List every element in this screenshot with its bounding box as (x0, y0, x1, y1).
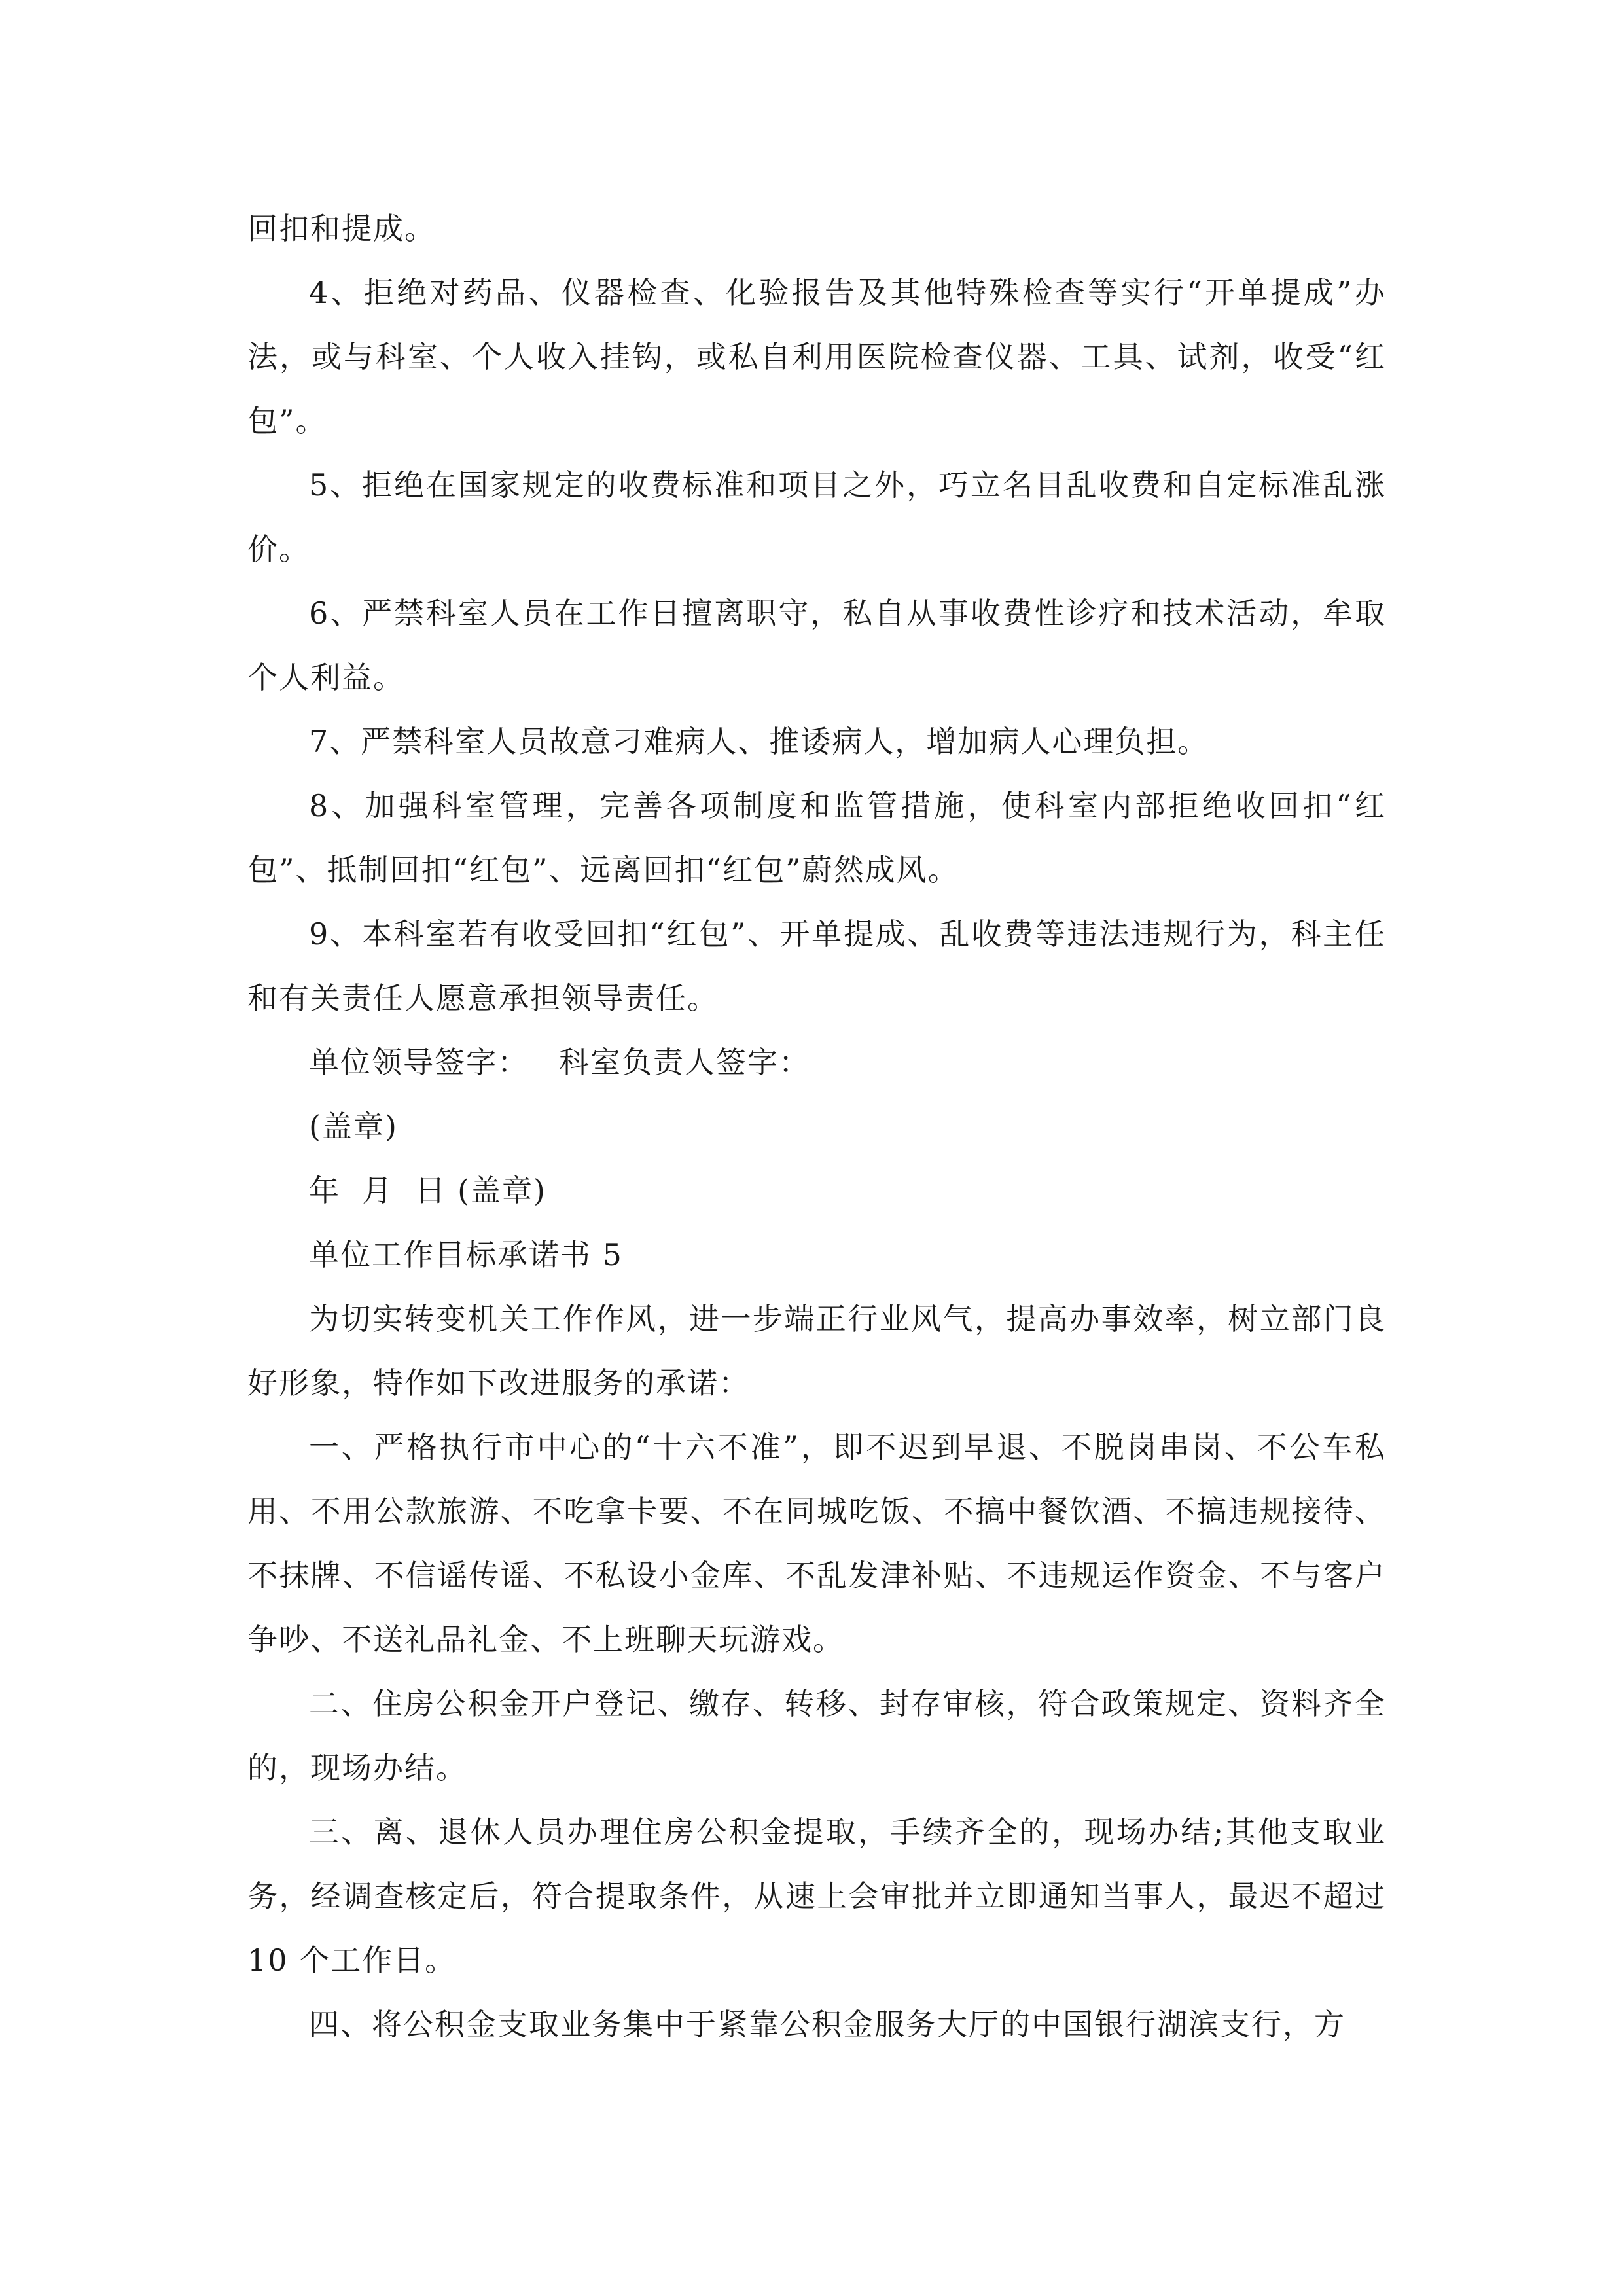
signature-line (247, 1030, 1386, 1094)
paragraph-item-5: 5、拒绝在国家规定的收费标准和项目之外，巧立名目乱收费和自定标准乱涨价。 (247, 467, 1386, 567)
commitment-item-3: 三、离、退休人员办理住房公积金提取，手续齐全的，现场办结;其他支取业务，经调查核定后，符合提取条件，从速上会审批并立即通知当事人，最迟不超过 10 个工作日。 (247, 1814, 1386, 1978)
paragraph-item-8: 8、加强科室管理，完善各项制度和监管措施，使科室内部拒绝收回扣“红包”、抵制回扣“红包”、远离回扣“红包”蔚然成风。 (247, 788, 1386, 888)
commitment-item-4: 四、将公积金支取业务集中于紧靠公积金服务大厅的中国银行湖滨支行，方 (309, 2007, 1346, 2042)
document-body (247, 196, 1386, 2056)
commitment-item-2: 二、住房公积金开户登记、缴存、转移、封存审核，符合政策规定、资料齐全的，现场办结。 (247, 1686, 1386, 1785)
commitment-item-1: 一、严格执行市中心的“十六不准”，即不迟到早退、不脱岗串岗、不公车私用、不用公款旅游、不吃拿卡要、不在同城吃饭、不搞中餐饮酒、不搞违规接待、不抹牌、不信谣传谣、不私设小金库、不乱发津补贴、不违规运作资金、不与客户争吵、不送礼品礼金、不上班聊天玩游戏。 (247, 1429, 1386, 1657)
paragraph-continuation: 回扣和提成。 (247, 211, 436, 246)
section-title: 单位工作目标承诺书 5 (309, 1237, 623, 1272)
paragraph-item-4: 4、拒绝对药品、仪器检查、化验报告及其他特殊检查等实行“开单提成”办法，或与科室、个人收入挂钩，或私自利用医院检查仪器、工具、试剂，收受“红包”。 (247, 275, 1386, 439)
leader-signature-label: 单位领导签字： (309, 1045, 529, 1080)
paragraph-item-9: 9、本科室若有收受回扣“红包”、开单提成、乱收费等违法违规行为，科主任和有关责任人愿意承担领导责任。 (247, 916, 1386, 1016)
section-intro: 为切实转变机关工作作风，进一步端正行业风气，提高办事效率，树立部门良好形象，特作如下改进服务的承诺： (247, 1301, 1386, 1401)
date-seal-line: 年 月 日 (盖章) (309, 1173, 547, 1208)
dept-signature-label: 科室负责人签字： (559, 1045, 810, 1080)
paragraph-item-6: 6、严禁科室人员在工作日擅离职守，私自从事收费性诊疗和技术活动，牟取个人利益。 (247, 596, 1386, 695)
paragraph-item-7: 7、严禁科室人员故意刁难病人、推诿病人，增加病人心理负担。 (309, 724, 1209, 759)
seal-line: (盖章) (309, 1109, 398, 1144)
